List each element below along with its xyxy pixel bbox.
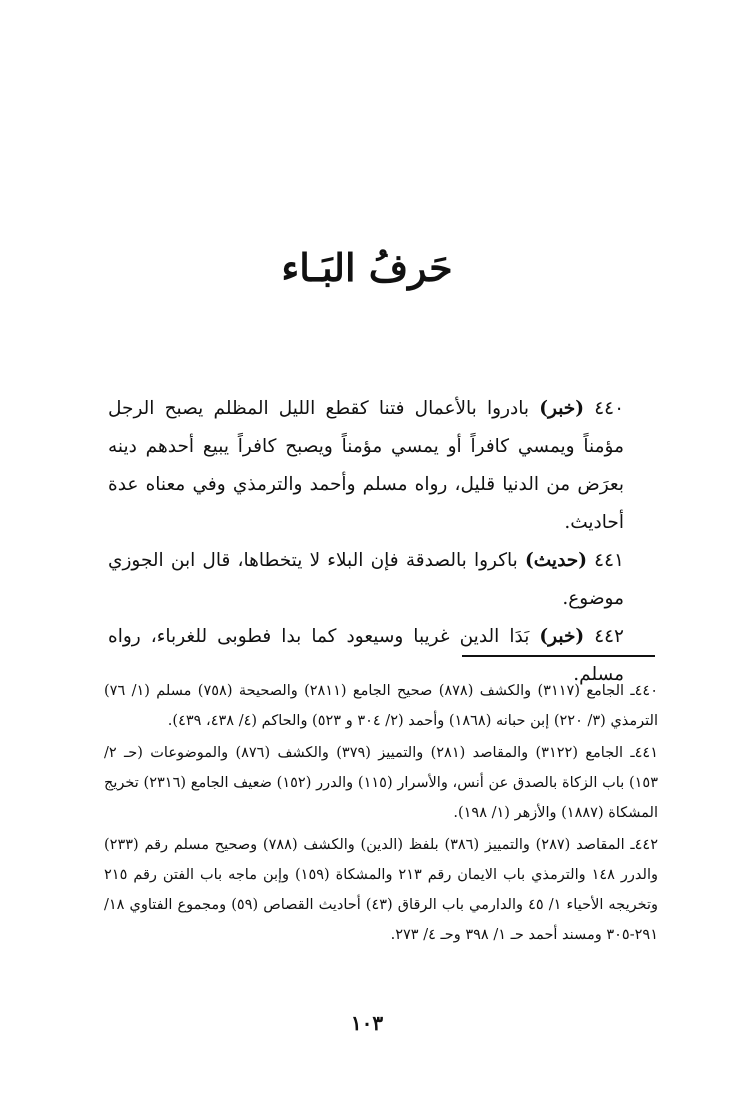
footnotes	[104, 676, 658, 952]
page-number: ١٠٣	[350, 1011, 384, 1035]
entry-text: بادروا بالأعمال فتنا كقطع الليل المظلم يصبح الرجل مؤمناً ويمسي كافراً أو يمسي مؤمناً ويصبح كافراً يبيع أحدهم دينه بعرَض من الدنيا قليل، رواه مسلم وأحمد والترمذي وفي معناه عدة أحاديث.	[108, 398, 624, 533]
footnote-text: ـ الجامع (٣١٢٢) والمقاصد (٢٨١) والتمييز (٣٧٩) والكشف (٨٧٦) والموضوعات (حـ ٢/ ١٥٣) باب الزكاة بالصدق عن أنس، والأسرار (١١٥) والدرر (١٥٢) ضعيف الجامع (٢٣١٦) تخريج المشكاة (١٨٨٧) والأزهر (١/ ١٩٨).	[104, 745, 659, 821]
entry-kind: (خبر)	[539, 626, 585, 647]
footnote-number: ٤٤١	[634, 745, 658, 761]
footnote-442	[104, 830, 658, 950]
entry-kind: (حديث)	[525, 550, 587, 571]
entry-number: ٤٤٢	[594, 626, 624, 647]
entry-number: ٤٤١	[594, 550, 624, 571]
entry-440	[108, 390, 624, 542]
footnote-text: ـ الجامع (٣١١٧) والكشف (٨٧٨) صحيح الجامع (٢٨١١) والصحيحة (٧٥٨) مسلم (١/ ٧٦) الترمذي (٣/ ٢٢٠) إبن حبانه (١٨٦٨) وأحمد (٢/ ٣٠٤ و ٥٢٣) والحاكم (٤/ ٤٣٨، ٤٣٩).	[104, 683, 658, 729]
entry-text: باكروا بالصدقة فإن البلاء لا يتخطاها، قال ابن الجوزي موضوع.	[108, 550, 624, 609]
entry-text: بَدَا الدين غريبا وسيعود كما بدا فطوبى للغرباء، رواه مسلم.	[108, 626, 624, 685]
footnote-number: ٤٤٢	[634, 837, 658, 853]
entry-number: ٤٤٠	[594, 398, 625, 419]
entry-kind: (خبر)	[539, 398, 584, 419]
main-text	[108, 390, 624, 694]
footnote-440	[104, 676, 658, 736]
footnote-441	[104, 738, 658, 828]
footnote-number: ٤٤٠	[634, 683, 658, 699]
chapter-title: حَرفُ البَـاء	[281, 245, 453, 290]
footnote-text: ـ المقاصد (٢٨٧) والتمييز (٣٨٦) بلفظ (الدين) والكشف (٧٨٨) وصحيح مسلم رقم (٢٣٣) والدرر ١٤٨ والترمذي باب الايمان رقم ٢١٣ والمشكاة (١٥٩) وإبن ماجه باب الفتن رقم ٢١٥ وتخريجه الأحياء ١/ ٤٥ والدارمي باب الرقاق (٤٣) أحاديث القصاص (٥٩) ومجموع الفتاوي ١٨/ ٢٩١-٣٠٥ ومسند أحمد حـ ١/ ٣٩٨ وحـ ٤/ ٢٧٣.	[104, 837, 658, 943]
entry-441	[108, 542, 624, 618]
footnote-divider	[462, 655, 655, 657]
